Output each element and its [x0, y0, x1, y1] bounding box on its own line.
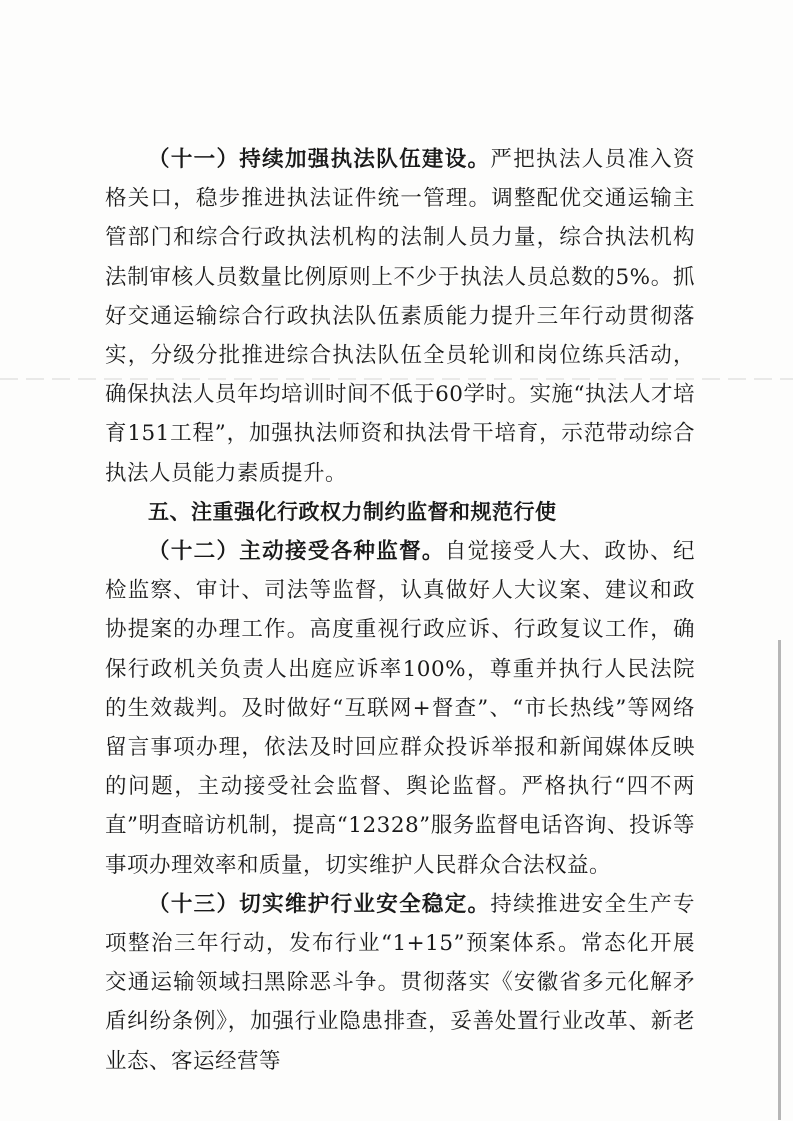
paragraph-13-body: 持续推进安全生产专项整治三年行动，发布行业“1+15”预案体系。常态化开展交通运输领域扫黑除恶斗争。贯彻落实《安徽省多元化解矛盾纠纷条例》，加强行业隐患排查，妥善处置行业改革、新老业态、客运经营等	[105, 891, 695, 1074]
paragraph-13-lead: （十三）切实维护行业安全稳定。	[148, 891, 491, 917]
paragraph-12-body: 自觉接受人大、政协、纪检监察、审计、司法等监督，认真做好人大议案、建议和政协提案的办理工作。高度重视行政应诉、行政复议工作，确保行政机关负责人出庭应诉率100%，尊重并执行人民法院的生效裁判。及时做好“互联网+督查”、“市长热线”等网络留言事项办理，依法及时回应群众投诉举报和新闻媒体反映的问题，主动接受社会监督、舆论监督。严格执行“四不两直”明查暗访机制，提高“12328”服务监督电话咨询、投诉等事项办理效率和质量，切实维护人民群众合法权益。	[105, 539, 695, 878]
paragraph-12	[105, 532, 695, 885]
paragraph-11	[105, 140, 695, 493]
section-heading-5: 五、注重强化行政权力制约监督和规范行使	[148, 499, 557, 524]
paragraph-11-body: 严把执法人员准入资格关口，稳步推进执法证件统一管理。调整配优交通运输主管部门和综合行政执法机构的法制人员力量，综合执法机构法制审核人员数量比例原则上不少于执法人员总数的5%。抓好交通运输综合行政执法队伍素质能力提升三年行动贯彻落实，分级分批推进综合执法队伍全员轮训和岗位练兵活动，确保执法人员年均培训时间不低于60学时。实施“执法人才培育151工程”，加强执法师资和执法骨干培育，示范带动综合执法人员能力素质提升。	[105, 147, 695, 486]
document-body	[105, 140, 695, 1081]
paragraph-13	[105, 885, 695, 1081]
paragraph-11-lead: （十一）持续加强执法队伍建设。	[148, 147, 491, 172]
paragraph-12-lead: （十二）主动接受各种监督。	[148, 539, 445, 565]
scan-edge-mark	[778, 640, 781, 1120]
